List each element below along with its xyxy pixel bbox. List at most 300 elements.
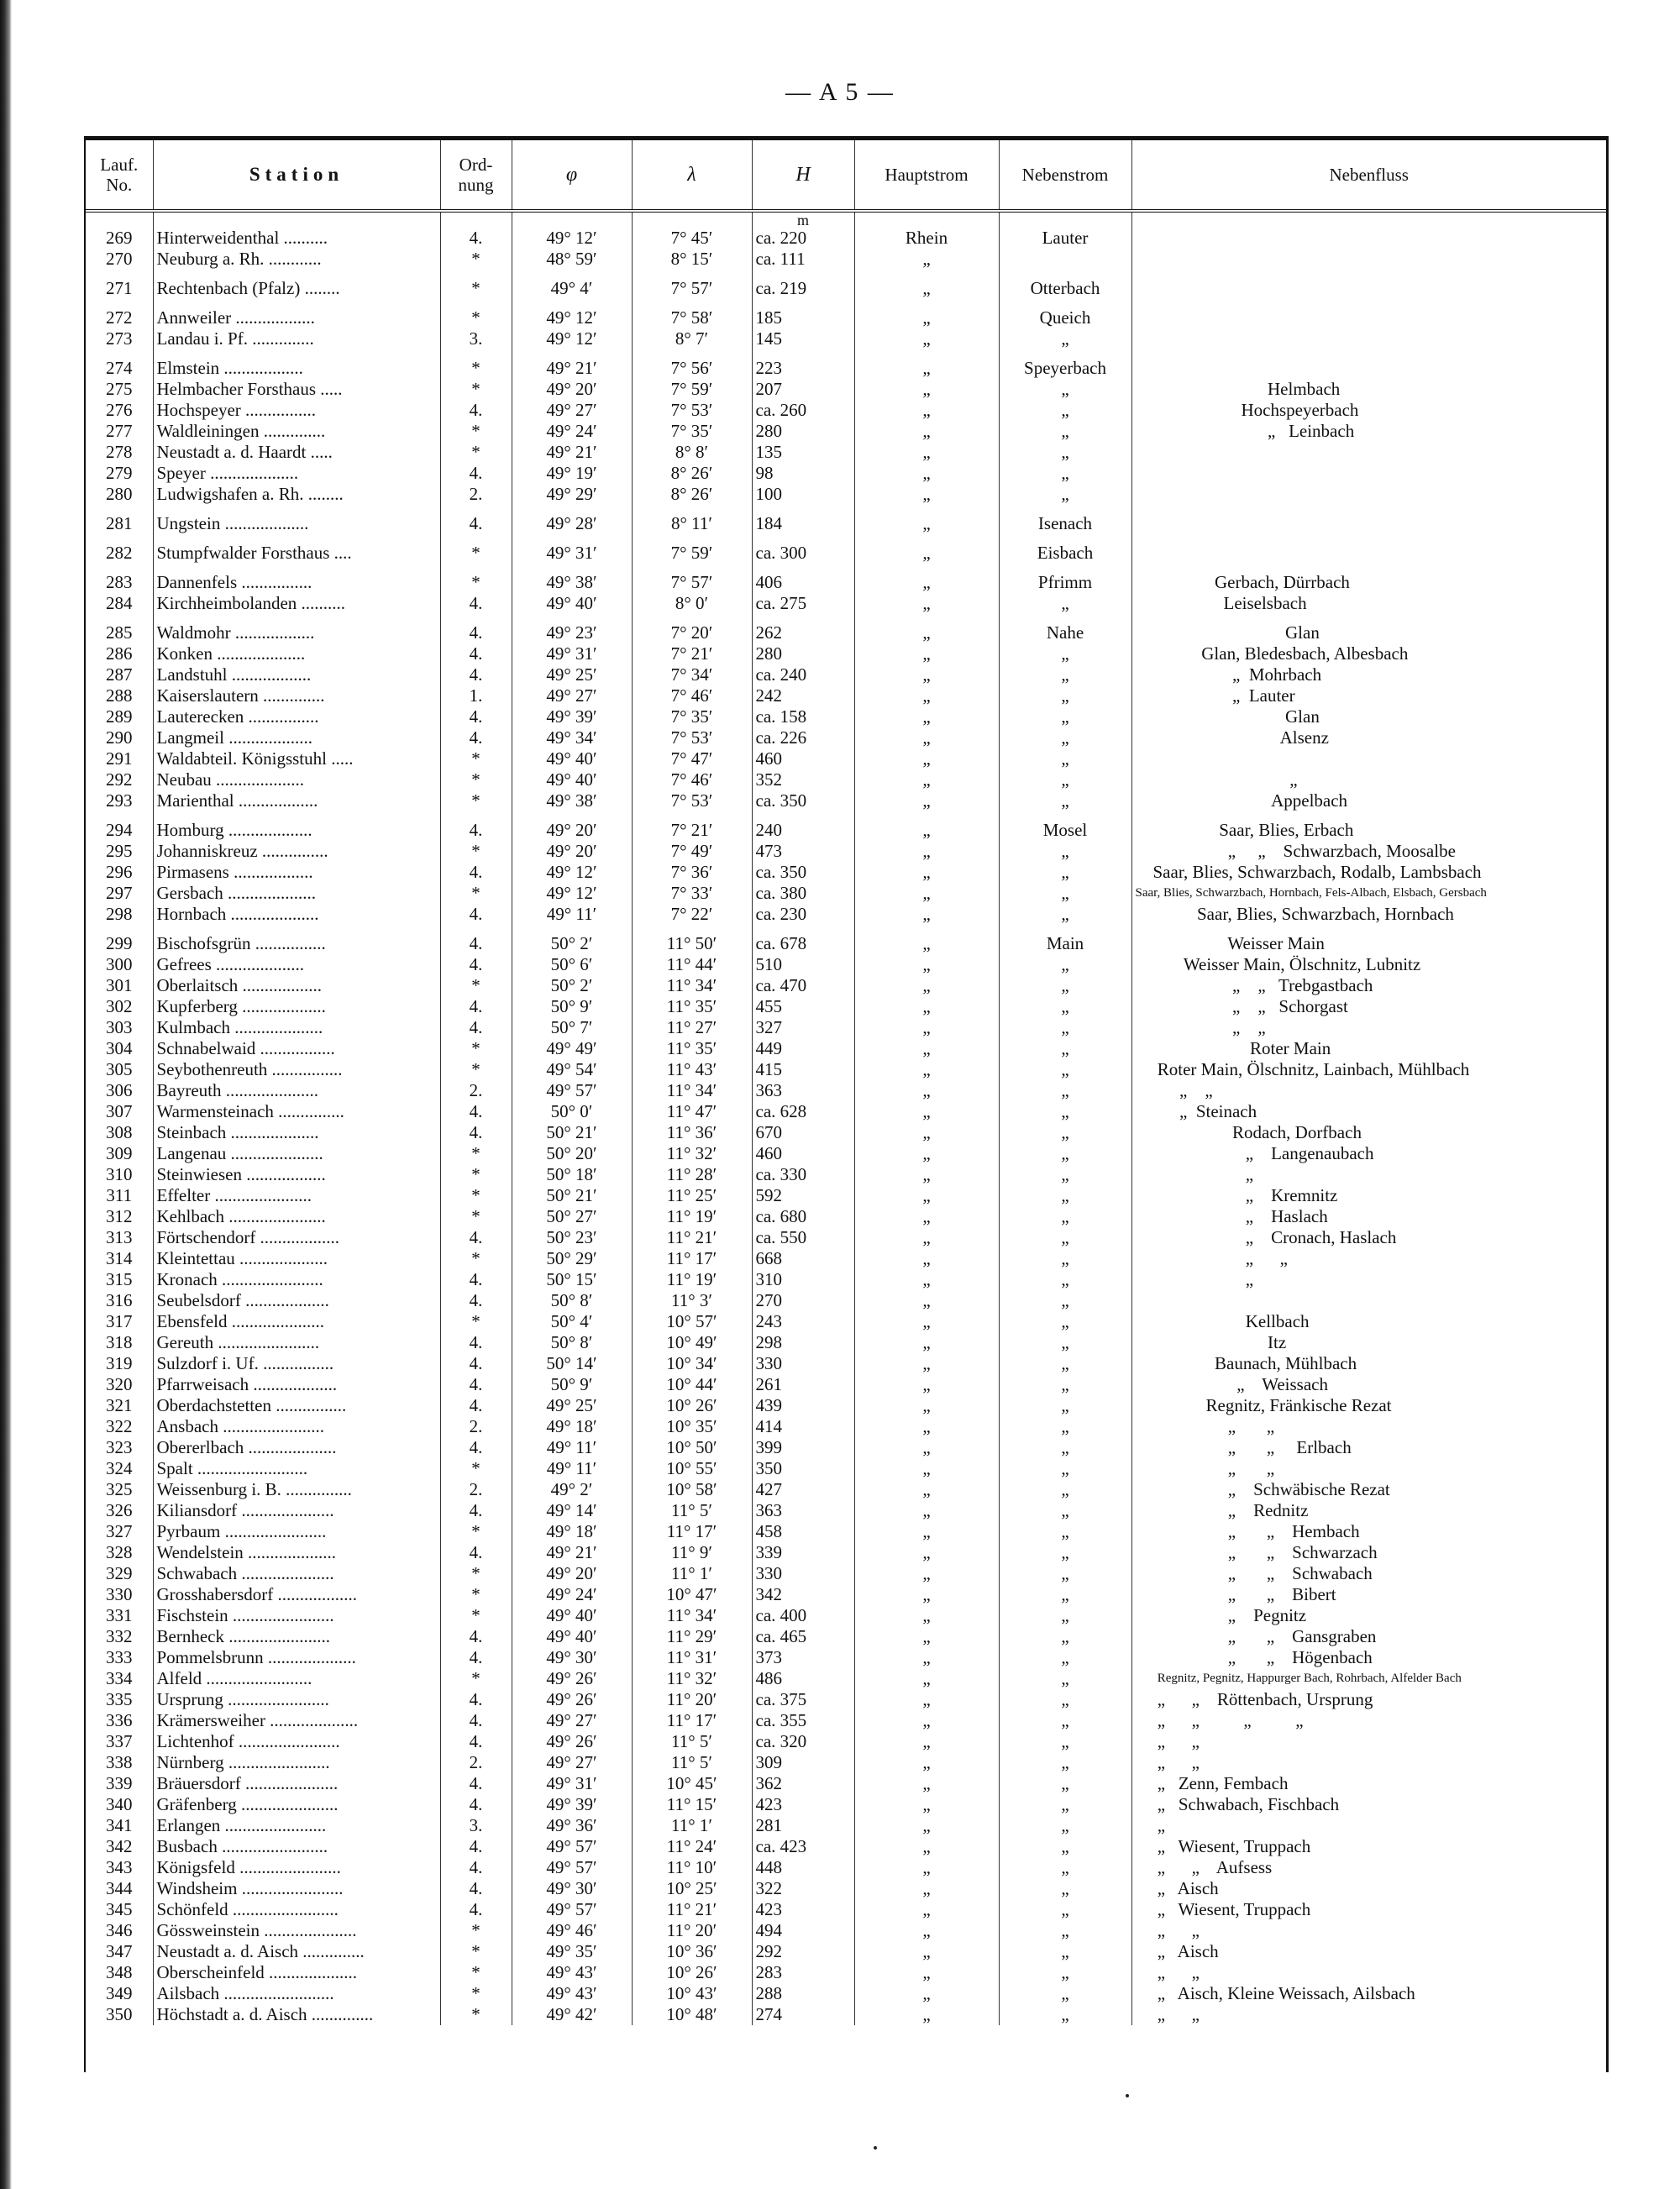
hauptstrom: „ xyxy=(854,505,999,534)
nebenstrom: „ xyxy=(999,1353,1131,1374)
ordnung: 4. xyxy=(440,1878,512,1899)
nebenfluss: „ Leinbach xyxy=(1131,421,1606,442)
station-name: Sulzdorf i. Uf. ................ xyxy=(153,1353,440,1374)
table-row xyxy=(86,975,1606,996)
station-name: Neubau .................... xyxy=(153,769,440,790)
row-number: 347 xyxy=(106,1941,133,1961)
longitude: 10° 26′ xyxy=(632,1962,752,1983)
latitude: 48° 59′ xyxy=(512,249,632,270)
nebenfluss: „ Aisch xyxy=(1131,1878,1606,1899)
ordnung: 4. xyxy=(440,1290,512,1311)
row-number: 324 xyxy=(106,1458,133,1478)
longitude: 11° 36′ xyxy=(632,1122,752,1143)
longitude: 7° 34′ xyxy=(632,664,752,685)
longitude: 10° 35′ xyxy=(632,1416,752,1437)
row-number: 271 xyxy=(106,278,133,298)
longitude: 7° 35′ xyxy=(632,706,752,727)
station-name: Marienthal .................. xyxy=(153,790,440,811)
height: ca. 380 xyxy=(752,883,854,904)
row-number: 288 xyxy=(106,685,133,706)
height: ca. 400 xyxy=(752,1605,854,1626)
nebenfluss: Roter Main xyxy=(1131,1038,1606,1059)
latitude: 49° 40′ xyxy=(512,748,632,769)
row-number: 342 xyxy=(106,1836,133,1856)
longitude: 11° 15′ xyxy=(632,1794,752,1815)
row-number: 305 xyxy=(106,1059,133,1079)
row-number: 302 xyxy=(106,996,133,1016)
station-name: Gersbach .................... xyxy=(153,883,440,904)
nebenfluss xyxy=(1131,228,1606,249)
unit-row xyxy=(86,211,1606,228)
nebenfluss: Regnitz, Pegnitz, Happurger Bach, Rohrbach, Alfelder Bach xyxy=(1131,1668,1606,1689)
nebenstrom: „ xyxy=(999,1815,1131,1836)
table-row xyxy=(86,564,1606,593)
station-name: Ebensfeld ..................... xyxy=(153,1311,440,1332)
nebenfluss: „ „ Hembach xyxy=(1131,1521,1606,1542)
latitude: 49° 12′ xyxy=(512,862,632,883)
ordnung: * xyxy=(440,1941,512,1962)
latitude: 50° 20′ xyxy=(512,1143,632,1164)
hauptstrom: „ xyxy=(854,1563,999,1584)
nebenstrom: Speyerbach xyxy=(999,349,1131,379)
hauptstrom: „ xyxy=(854,1479,999,1500)
station-name: Gereuth ....................... xyxy=(153,1332,440,1353)
nebenfluss: „ „ xyxy=(1131,1416,1606,1437)
table-row xyxy=(86,1941,1606,1962)
table-row xyxy=(86,643,1606,664)
ordnung: 4. xyxy=(440,1500,512,1521)
latitude: 49° 20′ xyxy=(512,811,632,841)
table-row xyxy=(86,1038,1606,1059)
nebenfluss: „ Weissach xyxy=(1131,1374,1606,1395)
hauptstrom: „ xyxy=(854,925,999,954)
hauptstrom: „ xyxy=(854,1164,999,1185)
ordnung: * xyxy=(440,1521,512,1542)
station-name: Kronach ....................... xyxy=(153,1269,440,1290)
height: 322 xyxy=(752,1878,854,1899)
latitude: 50° 18′ xyxy=(512,1164,632,1185)
latitude: 50° 4′ xyxy=(512,1311,632,1332)
hauptstrom: „ xyxy=(854,1626,999,1647)
table-row xyxy=(86,1311,1606,1332)
height: 592 xyxy=(752,1185,854,1206)
station-name: Förtschendorf .................. xyxy=(153,1227,440,1248)
height: 473 xyxy=(752,841,854,862)
longitude: 7° 53′ xyxy=(632,790,752,811)
hauptstrom: „ xyxy=(854,664,999,685)
hauptstrom: „ xyxy=(854,1416,999,1437)
table-body xyxy=(86,211,1606,2025)
header-nebenstrom: Nebenstrom xyxy=(999,140,1131,211)
ordnung: * xyxy=(440,1059,512,1080)
longitude: 11° 24′ xyxy=(632,1836,752,1857)
longitude: 11° 25′ xyxy=(632,1185,752,1206)
latitude: 49° 26′ xyxy=(512,1668,632,1689)
height: ca. 355 xyxy=(752,1710,854,1731)
nebenstrom: Queich xyxy=(999,299,1131,328)
height: ca. 423 xyxy=(752,1836,854,1857)
row-number: 291 xyxy=(106,748,133,769)
height: ca. 275 xyxy=(752,593,854,614)
latitude: 49° 29′ xyxy=(512,484,632,505)
nebenfluss: Alsenz xyxy=(1131,727,1606,748)
height: 242 xyxy=(752,685,854,706)
height: 414 xyxy=(752,1416,854,1437)
station-name: Kirchheimbolanden .......... xyxy=(153,593,440,614)
table-row xyxy=(86,1626,1606,1647)
row-number: 274 xyxy=(106,358,133,378)
nebenfluss: Glan xyxy=(1131,614,1606,643)
nebenfluss: „ „ xyxy=(1131,2004,1606,2025)
latitude: 49° 40′ xyxy=(512,769,632,790)
row-number: 281 xyxy=(106,513,133,533)
station-name: Pirmasens .................. xyxy=(153,862,440,883)
row-number: 307 xyxy=(106,1101,133,1121)
nebenfluss: „ „ Gansgraben xyxy=(1131,1626,1606,1647)
height: ca. 678 xyxy=(752,925,854,954)
nebenstrom: „ xyxy=(999,1080,1131,1101)
ordnung: * xyxy=(440,1248,512,1269)
nebenfluss xyxy=(1131,442,1606,463)
latitude: 50° 15′ xyxy=(512,1269,632,1290)
nebenfluss: „ xyxy=(1131,769,1606,790)
row-number: 315 xyxy=(106,1269,133,1289)
height: 274 xyxy=(752,2004,854,2025)
nebenfluss: „ „ Röttenbach, Ursprung xyxy=(1131,1689,1606,1710)
station-name: Dannenfels ................ xyxy=(153,564,440,593)
nebenstrom: „ xyxy=(999,1899,1131,1920)
nebenstrom: „ xyxy=(999,1374,1131,1395)
longitude: 10° 58′ xyxy=(632,1479,752,1500)
ordnung: 2. xyxy=(440,1080,512,1101)
station-name: Konken .................... xyxy=(153,643,440,664)
nebenstrom: „ xyxy=(999,1164,1131,1185)
hauptstrom: „ xyxy=(854,685,999,706)
latitude: 49° 28′ xyxy=(512,505,632,534)
table-row xyxy=(86,463,1606,484)
row-number: 279 xyxy=(106,463,133,483)
longitude: 10° 43′ xyxy=(632,1983,752,2004)
table-row xyxy=(86,1689,1606,1710)
nebenfluss: „ Schwäbische Rezat xyxy=(1131,1479,1606,1500)
nebenstrom: „ xyxy=(999,1962,1131,1983)
book-spine-shadow xyxy=(0,0,12,2189)
nebenfluss: „ „ Schwabach xyxy=(1131,1563,1606,1584)
hauptstrom: „ xyxy=(854,769,999,790)
ordnung: 1. xyxy=(440,685,512,706)
hauptstrom: „ xyxy=(854,1731,999,1752)
nebenstrom: „ xyxy=(999,1836,1131,1857)
longitude: 11° 35′ xyxy=(632,1038,752,1059)
nebenstrom: „ xyxy=(999,1038,1131,1059)
ordnung: 4. xyxy=(440,593,512,614)
hauptstrom: Rhein xyxy=(854,228,999,249)
table-row xyxy=(86,379,1606,400)
nebenstrom: „ xyxy=(999,841,1131,862)
table-row xyxy=(86,534,1606,564)
row-number: 284 xyxy=(106,593,133,613)
nebenfluss: „ Mohrbach xyxy=(1131,664,1606,685)
latitude: 49° 18′ xyxy=(512,1416,632,1437)
latitude: 49° 57′ xyxy=(512,1857,632,1878)
hauptstrom: „ xyxy=(854,1038,999,1059)
latitude: 49° 21′ xyxy=(512,1542,632,1563)
station-name: Neustadt a. d. Aisch .............. xyxy=(153,1941,440,1962)
row-number: 329 xyxy=(106,1563,133,1583)
longitude: 11° 28′ xyxy=(632,1164,752,1185)
table-row xyxy=(86,1962,1606,1983)
longitude: 7° 47′ xyxy=(632,748,752,769)
latitude: 49° 12′ xyxy=(512,883,632,904)
hauptstrom: „ xyxy=(854,1080,999,1101)
height: ca. 350 xyxy=(752,862,854,883)
nebenstrom: „ xyxy=(999,1059,1131,1080)
nebenstrom: „ xyxy=(999,1185,1131,1206)
height: 262 xyxy=(752,614,854,643)
ordnung: * xyxy=(440,379,512,400)
latitude: 49° 20′ xyxy=(512,841,632,862)
ordnung: * xyxy=(440,1605,512,1626)
nebenfluss: „ „ Schwarzach xyxy=(1131,1542,1606,1563)
station-name: Grosshabersdorf .................. xyxy=(153,1584,440,1605)
row-number: 269 xyxy=(106,228,133,248)
ordnung: * xyxy=(440,1143,512,1164)
station-name: Landstuhl .................. xyxy=(153,664,440,685)
latitude: 50° 9′ xyxy=(512,996,632,1017)
nebenfluss xyxy=(1131,349,1606,379)
latitude: 49° 25′ xyxy=(512,664,632,685)
ordnung: 4. xyxy=(440,643,512,664)
height: 439 xyxy=(752,1395,854,1416)
row-number: 327 xyxy=(106,1521,133,1541)
station-name: Lichtenhof ....................... xyxy=(153,1731,440,1752)
station-name: Helmbacher Forsthaus ..... xyxy=(153,379,440,400)
nebenstrom xyxy=(999,249,1131,270)
height: ca. 219 xyxy=(752,270,854,299)
height: 362 xyxy=(752,1773,854,1794)
latitude: 49° 38′ xyxy=(512,564,632,593)
station-name: Krämersweiher .................... xyxy=(153,1710,440,1731)
station-name: Wendelstein .................... xyxy=(153,1542,440,1563)
ordnung: * xyxy=(440,1311,512,1332)
station-name: Höchstadt a. d. Aisch .............. xyxy=(153,2004,440,2025)
hauptstrom: „ xyxy=(854,790,999,811)
longitude: 7° 21′ xyxy=(632,811,752,841)
longitude: 7° 21′ xyxy=(632,643,752,664)
ordnung: * xyxy=(440,442,512,463)
hauptstrom: „ xyxy=(854,1542,999,1563)
nebenstrom: „ xyxy=(999,1878,1131,1899)
hauptstrom: „ xyxy=(854,249,999,270)
station-name: Pyrbaum ....................... xyxy=(153,1521,440,1542)
nebenfluss: „ Kremnitz xyxy=(1131,1185,1606,1206)
nebenstrom: „ xyxy=(999,484,1131,505)
longitude: 10° 36′ xyxy=(632,1941,752,1962)
nebenfluss xyxy=(1131,463,1606,484)
ordnung: * xyxy=(440,883,512,904)
table-row xyxy=(86,1647,1606,1668)
height: 342 xyxy=(752,1584,854,1605)
header-lambda: λ xyxy=(632,140,752,211)
table-row xyxy=(86,1164,1606,1185)
table-row xyxy=(86,1584,1606,1605)
ordnung: 2. xyxy=(440,1752,512,1773)
hauptstrom: „ xyxy=(854,1332,999,1353)
height: 98 xyxy=(752,463,854,484)
hauptstrom: „ xyxy=(854,1794,999,1815)
height: ca. 111 xyxy=(752,249,854,270)
row-number: 299 xyxy=(106,933,133,953)
hauptstrom: „ xyxy=(854,954,999,975)
latitude: 49° 49′ xyxy=(512,1038,632,1059)
nebenfluss: „ „ Bibert xyxy=(1131,1584,1606,1605)
station-name: Effelter ...................... xyxy=(153,1185,440,1206)
height: 298 xyxy=(752,1332,854,1353)
height: 330 xyxy=(752,1563,854,1584)
longitude: 10° 34′ xyxy=(632,1353,752,1374)
table-row xyxy=(86,1290,1606,1311)
table-row xyxy=(86,614,1606,643)
latitude: 50° 8′ xyxy=(512,1332,632,1353)
nebenstrom: „ xyxy=(999,748,1131,769)
row-number: 319 xyxy=(106,1353,133,1373)
station-name: Schnabelwaid ................. xyxy=(153,1038,440,1059)
nebenfluss: „ „ „ „ xyxy=(1131,1710,1606,1731)
latitude: 49° 20′ xyxy=(512,379,632,400)
latitude: 49° 38′ xyxy=(512,790,632,811)
row-number: 298 xyxy=(106,904,133,924)
station-name: Alfeld ........................ xyxy=(153,1668,440,1689)
height: ca. 220 xyxy=(752,228,854,249)
table-row xyxy=(86,841,1606,862)
height: 283 xyxy=(752,1962,854,1983)
row-number: 323 xyxy=(106,1437,133,1457)
longitude: 11° 5′ xyxy=(632,1500,752,1521)
latitude: 49° 31′ xyxy=(512,534,632,564)
ordnung: * xyxy=(440,1668,512,1689)
nebenstrom: „ xyxy=(999,1437,1131,1458)
table-row xyxy=(86,790,1606,811)
nebenstrom: „ xyxy=(999,790,1131,811)
latitude: 49° 21′ xyxy=(512,442,632,463)
longitude: 11° 29′ xyxy=(632,1626,752,1647)
table-row xyxy=(86,727,1606,748)
height: 185 xyxy=(752,299,854,328)
row-number: 325 xyxy=(106,1479,133,1499)
nebenfluss: „ „ xyxy=(1131,1080,1606,1101)
row-number: 286 xyxy=(106,643,133,664)
height: 280 xyxy=(752,643,854,664)
station-name: Oberlaitsch .................. xyxy=(153,975,440,996)
station-name: Kiliansdorf ..................... xyxy=(153,1500,440,1521)
hauptstrom: „ xyxy=(854,1605,999,1626)
station-name: Schönfeld ........................ xyxy=(153,1899,440,1920)
nebenfluss: „ „ xyxy=(1131,1920,1606,1941)
row-number: 332 xyxy=(106,1626,133,1646)
ordnung: 4. xyxy=(440,811,512,841)
hauptstrom: „ xyxy=(854,1710,999,1731)
ordnung: 4. xyxy=(440,996,512,1017)
table-row xyxy=(86,1122,1606,1143)
nebenstrom: „ xyxy=(999,904,1131,925)
row-number: 348 xyxy=(106,1962,133,1982)
nebenfluss: „ „ xyxy=(1131,1962,1606,1983)
hauptstrom: „ xyxy=(854,328,999,349)
height: 292 xyxy=(752,1941,854,1962)
table-row xyxy=(86,1752,1606,1773)
table-row xyxy=(86,1542,1606,1563)
table-row xyxy=(86,664,1606,685)
longitude: 7° 35′ xyxy=(632,421,752,442)
ordnung: 4. xyxy=(440,1332,512,1353)
station-name: Ailsbach ......................... xyxy=(153,1983,440,2004)
table-row xyxy=(86,996,1606,1017)
row-number: 326 xyxy=(106,1500,133,1520)
height: 423 xyxy=(752,1899,854,1920)
table-row xyxy=(86,1668,1606,1689)
nebenstrom: „ xyxy=(999,1668,1131,1689)
nebenfluss: „ „ xyxy=(1131,1731,1606,1752)
table-row xyxy=(86,1416,1606,1437)
latitude: 49° 40′ xyxy=(512,593,632,614)
ordnung: 4. xyxy=(440,1353,512,1374)
hauptstrom: „ xyxy=(854,379,999,400)
longitude: 7° 36′ xyxy=(632,862,752,883)
ordnung: * xyxy=(440,1185,512,1206)
nebenfluss: „ Zenn, Fembach xyxy=(1131,1773,1606,1794)
table-row xyxy=(86,1983,1606,2004)
longitude: 11° 27′ xyxy=(632,1017,752,1038)
table-row xyxy=(86,1563,1606,1584)
hauptstrom: „ xyxy=(854,1143,999,1164)
height: ca. 330 xyxy=(752,1164,854,1185)
height: 406 xyxy=(752,564,854,593)
longitude: 11° 17′ xyxy=(632,1710,752,1731)
station-name: Elmstein .................. xyxy=(153,349,440,379)
longitude: 10° 25′ xyxy=(632,1878,752,1899)
table-row xyxy=(86,1710,1606,1731)
longitude: 10° 45′ xyxy=(632,1773,752,1794)
nebenstrom: „ xyxy=(999,2004,1131,2025)
latitude: 49° 39′ xyxy=(512,1794,632,1815)
row-number: 346 xyxy=(106,1920,133,1940)
nebenfluss xyxy=(1131,270,1606,299)
nebenstrom: „ xyxy=(999,1332,1131,1353)
latitude: 49° 43′ xyxy=(512,1962,632,1983)
height: 270 xyxy=(752,1290,854,1311)
header-lauf-no: Lauf. No. xyxy=(86,140,153,211)
hauptstrom: „ xyxy=(854,1878,999,1899)
table-row xyxy=(86,1920,1606,1941)
nebenfluss: „ „ xyxy=(1131,1458,1606,1479)
height: 339 xyxy=(752,1542,854,1563)
hauptstrom: „ xyxy=(854,1647,999,1668)
row-number: 289 xyxy=(106,706,133,727)
nebenfluss xyxy=(1131,505,1606,534)
station-name: Kaiserslautern .............. xyxy=(153,685,440,706)
latitude: 50° 23′ xyxy=(512,1227,632,1248)
table-row xyxy=(86,1794,1606,1815)
ordnung: 4. xyxy=(440,862,512,883)
longitude: 11° 50′ xyxy=(632,925,752,954)
table-row xyxy=(86,748,1606,769)
station-name: Bernheck ....................... xyxy=(153,1626,440,1647)
nebenfluss: Saar, Blies, Schwarzbach, Hornbach, Fels-Albach, Elsbach, Gersbach xyxy=(1131,883,1606,904)
longitude: 11° 5′ xyxy=(632,1731,752,1752)
table-row xyxy=(86,769,1606,790)
latitude: 49° 27′ xyxy=(512,400,632,421)
table-row xyxy=(86,400,1606,421)
